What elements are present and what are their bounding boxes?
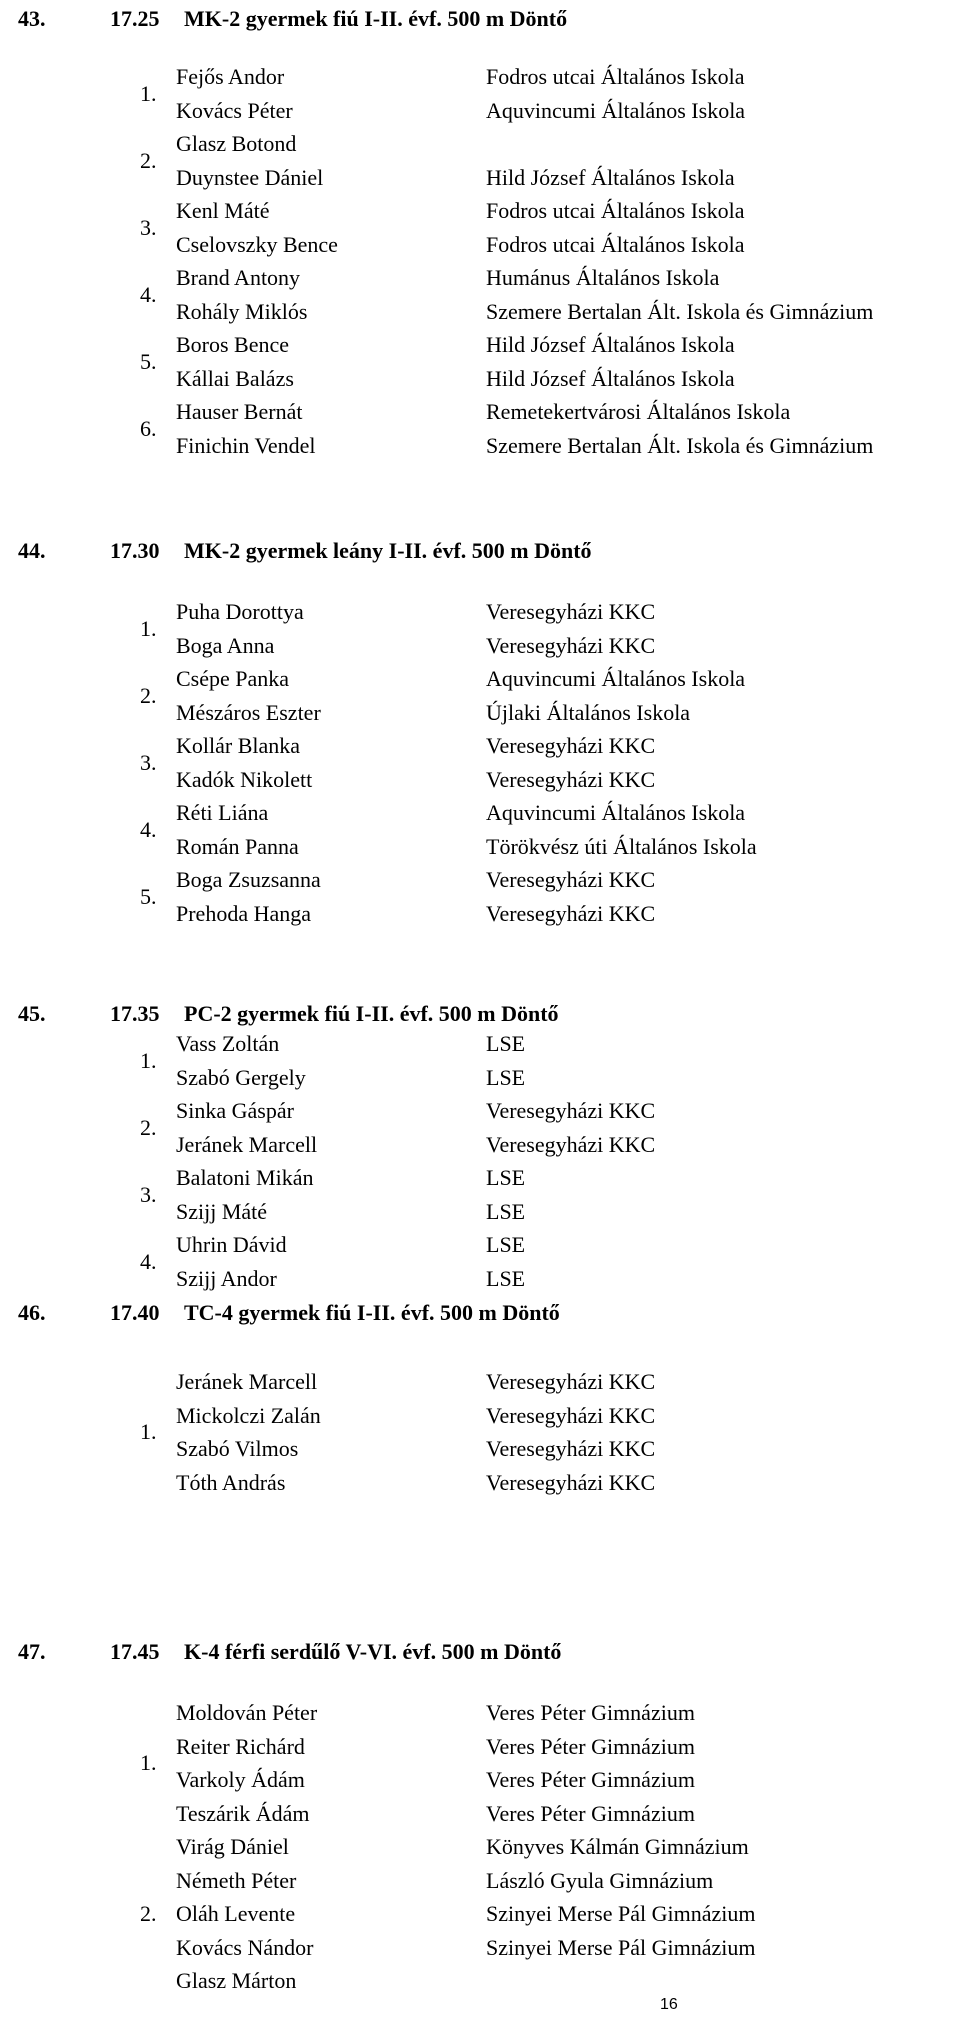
competitor-name: Fejős Andor [176, 64, 285, 89]
rank-number: 2. [140, 1114, 157, 1140]
rank-number: 1. [140, 1047, 157, 1073]
event-number: 46. [18, 1300, 46, 1325]
competitor-name: Kovács Péter [176, 97, 293, 123]
event-title: MK-2 gyermek leány I-II. évf. 500 m Döntő [184, 538, 592, 563]
rank-number: 2. [140, 1901, 157, 1926]
club-name: Szinyei Merse Pál Gimnázium [486, 1934, 756, 1960]
event-title: PC-2 gyermek fiú I-II. évf. 500 m Döntő [184, 1001, 559, 1026]
rank-number: 2. [140, 147, 157, 173]
competitor-name: Sinka Gáspár [176, 1098, 294, 1123]
club-name: Veresegyházi KKC [486, 599, 656, 624]
club-name: LSE [486, 1198, 526, 1224]
club-name: Újlaki Általános Iskola [486, 699, 691, 725]
competitor-name: Rohály Miklós [176, 298, 308, 324]
competitor-name: Virág Dániel [176, 1834, 289, 1859]
competitor-name: Uhrin Dávid [176, 1232, 287, 1257]
event-time: 17.45 [110, 1639, 160, 1664]
competitor-name: Cselovszky Bence [176, 231, 338, 257]
club-name: Veres Péter Gimnázium [486, 1800, 695, 1826]
club-name: Fodros utcai Általános Iskola [486, 231, 745, 257]
competitor-name: Kovács Nándor [176, 1934, 314, 1960]
rank-number: 5. [140, 348, 157, 374]
club-name: LSE [486, 1165, 526, 1190]
competitor-name: Kenl Máté [176, 198, 270, 223]
page-number: 16 [660, 1996, 678, 2013]
competitor-name: Kollár Blanka [176, 733, 301, 758]
club-name: Veresegyházi KKC [486, 1098, 656, 1123]
event-title: TC-4 gyermek fiú I-II. évf. 500 m Döntő [184, 1300, 560, 1325]
rank-number: 6. [140, 415, 157, 441]
club-name: Veresegyházi KKC [486, 1469, 656, 1495]
event-time: 17.40 [110, 1300, 160, 1325]
event-time: 17.30 [110, 538, 160, 563]
club-name: Könyves Kálmán Gimnázium [486, 1834, 749, 1859]
club-name: Aquvincumi Általános Iskola [486, 800, 746, 825]
club-name: Fodros utcai Általános Iskola [486, 64, 745, 89]
competitor-name: Hauser Bernát [176, 399, 303, 424]
competitor-name: Teszárik Ádám [176, 1800, 310, 1826]
club-name: LSE [486, 1031, 526, 1056]
rank-number: 1. [140, 1419, 157, 1445]
club-name: Aquvincumi Általános Iskola [486, 97, 746, 123]
competitor-name: Prehoda Hanga [176, 900, 312, 926]
club-name: Hild József Általános Iskola [486, 365, 735, 391]
competitor-name: Szijj Máté [176, 1198, 268, 1224]
event-number: 43. [18, 6, 46, 31]
club-name: Veres Péter Gimnázium [486, 1733, 695, 1759]
rank-number: 3. [140, 749, 157, 775]
rank-number: 4. [140, 1248, 157, 1274]
competitor-name: Varkoly Ádám [176, 1767, 305, 1792]
club-name: Veresegyházi KKC [486, 1131, 656, 1157]
competitor-name: Oláh Levente [176, 1901, 296, 1926]
competitor-name: Finichin Vendel [176, 432, 316, 458]
club-name: Veres Péter Gimnázium [486, 1700, 695, 1725]
club-name: Veresegyházi KKC [486, 766, 656, 792]
club-name: Fodros utcai Általános Iskola [486, 198, 745, 223]
club-name: László Gyula Gimnázium [486, 1867, 714, 1893]
club-name: Veresegyházi KKC [486, 733, 656, 758]
club-name: Veresegyházi KKC [486, 1402, 656, 1428]
rank-number: 4. [140, 816, 157, 842]
event-time: 17.25 [110, 6, 160, 31]
club-name: Hild József Általános Iskola [486, 332, 735, 357]
competitor-name: Balatoni Mikán [176, 1165, 314, 1190]
club-name: Szinyei Merse Pál Gimnázium [486, 1901, 756, 1926]
competitor-name: Szabó Vilmos [176, 1436, 299, 1461]
rank-number: 1. [140, 1750, 157, 1776]
competitor-name: Szabó Gergely [176, 1064, 306, 1090]
club-name: Veresegyházi KKC [486, 900, 656, 926]
competitor-name: Kadók Nikolett [176, 766, 313, 792]
competitor-name: Vass Zoltán [176, 1031, 280, 1056]
competitor-name: Jeránek Marcell [176, 1131, 318, 1157]
competitor-name: Boga Zsuzsanna [176, 867, 321, 892]
event-title: MK-2 gyermek fiú I-II. évf. 500 m Döntő [184, 6, 568, 31]
rank-number: 5. [140, 883, 157, 909]
club-name: Humánus Általános Iskola [486, 265, 720, 290]
club-name: Veresegyházi KKC [486, 1369, 656, 1394]
competitor-name: Szijj Andor [176, 1265, 277, 1291]
club-name: Hild József Általános Iskola [486, 164, 735, 190]
club-name: Veresegyházi KKC [486, 632, 656, 658]
competitor-name: Reiter Richárd [176, 1733, 305, 1759]
club-name: Veresegyházi KKC [486, 867, 656, 892]
competitor-name: Román Panna [176, 833, 299, 859]
competitor-name: Mickolczi Zalán [176, 1402, 321, 1428]
club-name: Veres Péter Gimnázium [486, 1767, 695, 1792]
competitor-name: Glasz Botond [176, 131, 297, 156]
competitor-name: Moldován Péter [176, 1700, 318, 1725]
club-name: Szemere Bertalan Ált. Iskola és Gimnázium [486, 432, 874, 458]
competitor-name: Duynstee Dániel [176, 164, 324, 190]
competitor-name: Puha Dorottya [176, 599, 304, 624]
competitor-name: Tóth András [176, 1469, 286, 1495]
event-number: 45. [18, 1001, 46, 1026]
club-name: LSE [486, 1064, 526, 1090]
event-title: K-4 férfi serdűlő V-VI. évf. 500 m Döntő [184, 1639, 562, 1664]
competitor-name: Németh Péter [176, 1867, 297, 1893]
club-name: Törökvész úti Általános Iskola [486, 833, 757, 859]
event-number: 44. [18, 538, 46, 563]
event-number: 47. [18, 1639, 46, 1664]
club-name: Szemere Bertalan Ált. Iskola és Gimnázium [486, 298, 874, 324]
rank-number: 2. [140, 682, 157, 708]
competitor-name: Glasz Márton [176, 1968, 297, 1993]
rank-number: 3. [140, 1181, 157, 1207]
competitor-name: Csépe Panka [176, 666, 290, 691]
club-name: LSE [486, 1265, 526, 1291]
competitor-name: Mészáros Eszter [176, 699, 321, 725]
rank-number: 3. [140, 214, 157, 240]
club-name: Veresegyházi KKC [486, 1436, 656, 1461]
competitor-name: Boros Bence [176, 332, 290, 357]
competitor-name: Jeránek Marcell [176, 1369, 318, 1394]
rank-number: 1. [140, 80, 157, 106]
competitor-name: Boga Anna [176, 632, 275, 658]
club-name: LSE [486, 1232, 526, 1257]
rank-number: 1. [140, 615, 157, 641]
competitor-name: Réti Liána [176, 800, 269, 825]
competitor-name: Brand Antony [176, 265, 301, 290]
club-name: Remetekertvárosi Általános Iskola [486, 399, 791, 424]
competitor-name: Kállai Balázs [176, 365, 294, 391]
event-time: 17.35 [110, 1001, 160, 1026]
club-name: Aquvincumi Általános Iskola [486, 666, 746, 691]
rank-number: 4. [140, 281, 157, 307]
